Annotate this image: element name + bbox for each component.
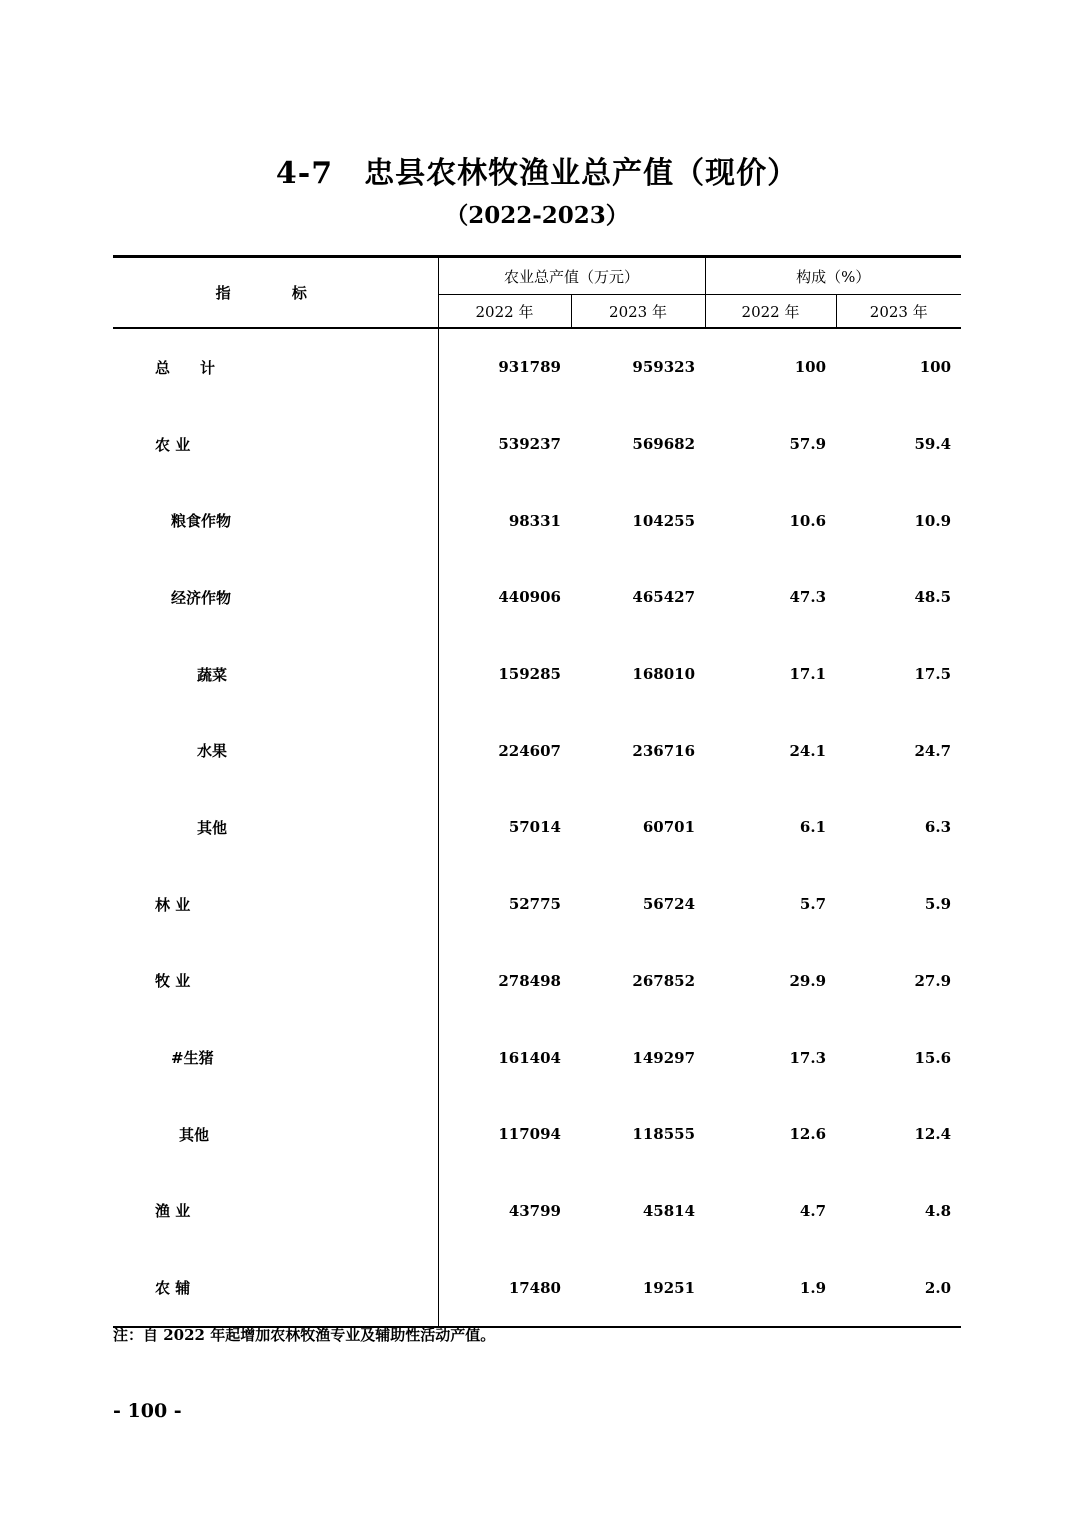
row-label: 牧 业	[113, 943, 438, 1020]
cell-share-2022: 4.7	[799, 1201, 827, 1220]
table-row	[113, 1249, 961, 1327]
header-year-value-2022: 2022 年	[438, 295, 571, 329]
cell-share-2022: 24.1	[789, 741, 827, 760]
cell-value-2022: 224607	[498, 741, 561, 760]
cell-value-2022: 52775	[508, 895, 561, 914]
header-year-share-2023: 2023 年	[869, 302, 928, 321]
cell-share-2023: 17.5	[914, 665, 952, 684]
footnote: 注：自 2022 年起增加农林牧渔专业及辅助性活动产值。	[113, 1326, 496, 1344]
header-indicator: 指 标	[113, 257, 438, 329]
table-row	[113, 406, 961, 483]
cell-share-2023: 100	[919, 358, 952, 377]
cell-share-2023: 10.9	[914, 511, 952, 530]
cell-share-2023: 12.4	[914, 1125, 952, 1144]
row-label: 林 业	[113, 866, 438, 943]
cell-share-2022: 47.3	[789, 588, 827, 607]
row-label: 总 计	[113, 328, 438, 406]
cell-value-2022: 161404	[498, 1048, 561, 1067]
cell-value-2023: 19251	[642, 1278, 696, 1297]
page-title: 4-7 忠县农林牧渔业总产值（现价）	[275, 156, 799, 191]
cell-value-2023: 168010	[632, 665, 696, 684]
table-row	[113, 482, 961, 559]
cell-share-2023: 4.8	[924, 1201, 952, 1220]
cell-value-2023: 465427	[632, 588, 696, 607]
table-row	[113, 328, 961, 406]
cell-share-2022: 17.3	[789, 1048, 827, 1067]
table-row	[113, 559, 961, 636]
cell-share-2022: 6.1	[799, 818, 827, 837]
row-label: 水果	[113, 712, 438, 789]
cell-share-2022: 5.7	[799, 895, 827, 914]
cell-share-2023: 27.9	[914, 971, 952, 990]
cell-value-2023: 959323	[632, 358, 696, 377]
table-row	[113, 1096, 961, 1173]
table-row	[113, 1019, 961, 1096]
table-row	[113, 789, 961, 866]
cell-value-2022: 117094	[498, 1125, 561, 1144]
page-number: - 100 -	[113, 1400, 182, 1422]
cell-share-2022: 29.9	[789, 971, 827, 990]
cell-value-2022: 159285	[498, 665, 561, 684]
cell-value-2023: 45814	[642, 1201, 696, 1220]
cell-value-2022: 57014	[508, 818, 561, 837]
table-row	[113, 712, 961, 789]
row-label: 农 辅	[113, 1249, 438, 1327]
cell-share-2022: 1.9	[799, 1278, 827, 1297]
cell-value-2023: 56724	[642, 895, 696, 914]
cell-value-2023: 236716	[632, 741, 696, 760]
cell-share-2023: 5.9	[924, 895, 952, 914]
table-row	[113, 943, 961, 1020]
cell-value-2023: 104255	[632, 511, 696, 530]
cell-share-2023: 24.7	[914, 741, 952, 760]
table-row	[113, 866, 961, 943]
cell-share-2023: 59.4	[914, 435, 952, 454]
cell-value-2022: 931789	[498, 358, 561, 377]
cell-value-2022: 278498	[498, 971, 561, 990]
cell-share-2022: 17.1	[789, 665, 827, 684]
cell-value-2022: 17480	[508, 1278, 561, 1297]
cell-value-2023: 149297	[632, 1048, 696, 1067]
cell-share-2022: 100	[794, 358, 827, 377]
row-label: #生猪	[113, 1019, 438, 1096]
header-group-value: 农业总产值（万元）	[438, 257, 705, 295]
cell-value-2022: 539237	[498, 435, 561, 454]
row-label: 其他	[113, 789, 438, 866]
row-label: 农 业	[113, 406, 438, 483]
data-table	[113, 255, 961, 1328]
cell-share-2022: 10.6	[789, 511, 827, 530]
table-row	[113, 636, 961, 713]
cell-value-2023: 569682	[632, 435, 696, 454]
cell-value-2022: 98331	[508, 511, 561, 530]
header-year-share-2022: 2022 年	[705, 295, 836, 329]
table-header	[113, 257, 961, 329]
cell-share-2023: 15.6	[914, 1048, 952, 1067]
page-subtitle: （2022-2023）	[445, 202, 629, 229]
cell-value-2022: 440906	[498, 588, 561, 607]
cell-value-2023: 118555	[632, 1125, 696, 1144]
cell-share-2023: 2.0	[924, 1278, 952, 1297]
cell-value-2023: 60701	[642, 818, 696, 837]
row-label: 渔 业	[113, 1173, 438, 1250]
cell-share-2022: 12.6	[789, 1125, 827, 1144]
header-year-value-2023: 2023 年	[571, 295, 705, 329]
cell-share-2022: 57.9	[789, 435, 827, 454]
table-row	[113, 1173, 961, 1250]
row-label: 其他	[113, 1096, 438, 1173]
cell-share-2023: 6.3	[924, 818, 952, 837]
header-group-share: 构成（%）	[705, 257, 961, 295]
cell-value-2022: 43799	[508, 1201, 561, 1220]
data-table-container	[113, 255, 961, 1328]
table-body	[113, 328, 961, 1327]
row-label: 蔬菜	[113, 636, 438, 713]
cell-value-2023: 267852	[632, 971, 696, 990]
row-label: 经济作物	[113, 559, 438, 636]
row-label: 粮食作物	[113, 482, 438, 559]
cell-share-2023: 48.5	[914, 588, 952, 607]
